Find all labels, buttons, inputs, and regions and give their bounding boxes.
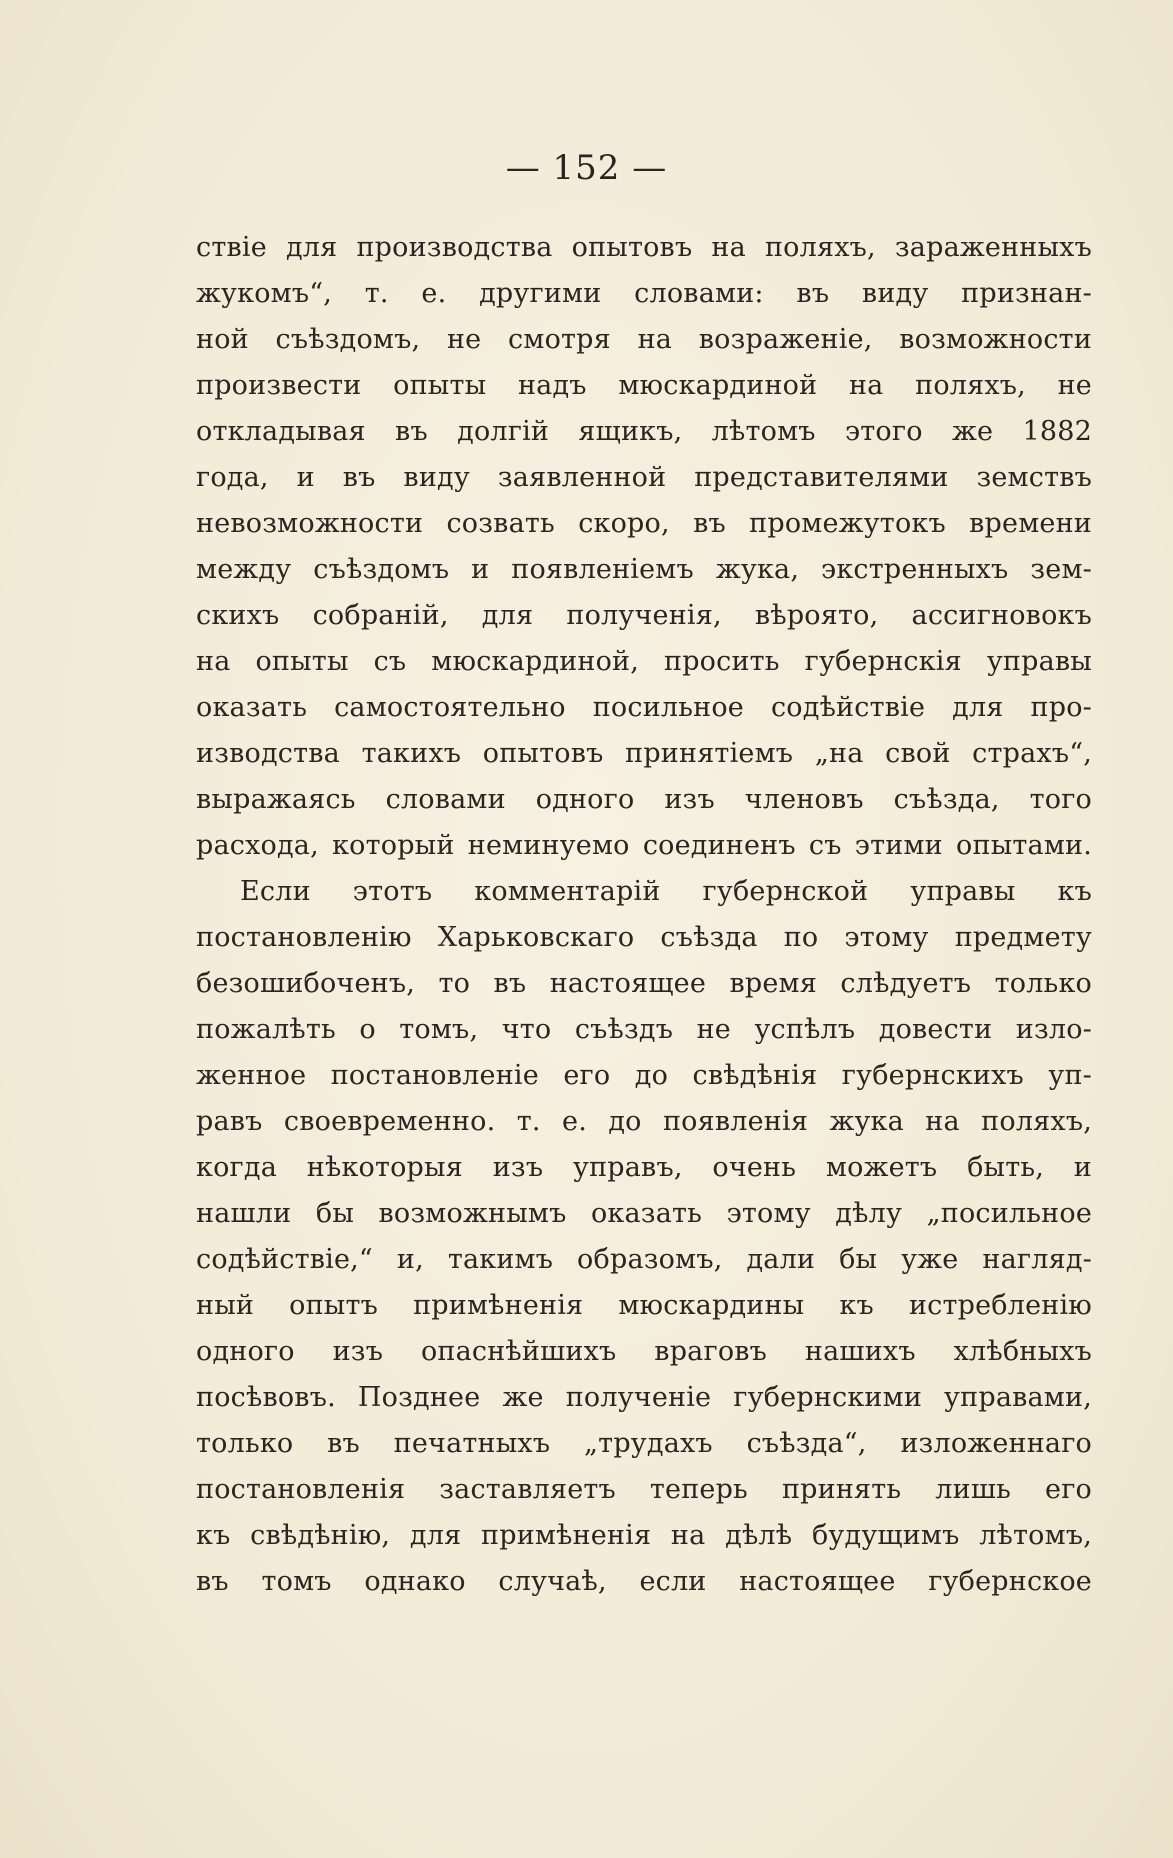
text-line: къ свѣдѣнію, для примѣненія на дѣлѣ будущимъ лѣтомъ,	[196, 1520, 1092, 1551]
text-line: одного изъ опаснѣйшихъ враговъ нашихъ хлѣбныхъ	[196, 1336, 1092, 1367]
text-line: произвести опыты надъ мюскардиной на поляхъ, не	[196, 370, 1092, 401]
text-line: когда нѣкоторыя изъ управъ, очень можетъ быть, и	[196, 1152, 1092, 1183]
text-line: пожалѣть о томъ, что съѣздъ не успѣлъ довести изло-	[196, 1014, 1092, 1045]
text-line: равъ своевременно. т. е. до появленія жука на поляхъ,	[196, 1106, 1092, 1137]
text-line: постановленія заставляетъ теперь принять лишь его	[196, 1474, 1092, 1505]
text-line: содѣйствіе,“ и, такимъ образомъ, дали бы уже нагляд-	[196, 1244, 1092, 1275]
text-line: изводства такихъ опытовъ принятіемъ „на свой страхъ“,	[196, 738, 1092, 769]
text-line: года, и въ виду заявленной представителями земствъ	[196, 462, 1092, 493]
text-line: безошибоченъ, то въ настоящее время слѣдуетъ только	[196, 968, 1092, 999]
text-line: женное постановленіе его до свѣдѣнія губернскихъ уп-	[196, 1060, 1092, 1091]
text-line: на опыты съ мюскардиной, просить губернскія управы	[196, 646, 1092, 677]
text-line: ствіе для производства опытовъ на поляхъ, зараженныхъ	[196, 232, 1092, 263]
text-line: ный опытъ примѣненія мюскардины къ истребленію	[196, 1290, 1092, 1321]
text-line: жукомъ“, т. е. другими словами: въ виду признан-	[196, 278, 1092, 309]
paragraph-start-line: Если этотъ комментарій губернской управы къ	[240, 876, 1092, 907]
text-line: откладывая въ долгій ящикъ, лѣтомъ этого же 1882	[196, 416, 1092, 447]
text-line: въ томъ однако случаѣ, если настоящее губернское	[196, 1566, 1092, 1597]
text-line: нашли бы возможнымъ оказать этому дѣлу „посильное	[196, 1198, 1092, 1229]
body-text	[196, 225, 1092, 1605]
text-line: ной съѣздомъ, не смотря на возраженіе, возможности	[196, 324, 1092, 355]
page-number: — 152 —	[505, 148, 668, 188]
text-line: постановленію Харьковскаго съѣзда по этому предмету	[196, 922, 1092, 953]
text-line: выражаясь словами одного изъ членовъ съѣзда, того	[196, 784, 1092, 815]
text-line: невозможности созвать скоро, въ промежутокъ времени	[196, 508, 1092, 539]
text-line: скихъ собраній, для полученія, вѣроято, ассигновокъ	[196, 600, 1092, 631]
text-line: расхода, который неминуемо соединенъ съ этими опытами.	[196, 830, 1092, 861]
text-line: оказать самостоятельно посильное содѣйствіе для про-	[196, 692, 1092, 723]
text-line: посѣвовъ. Позднее же полученіе губернскими управами,	[196, 1382, 1092, 1413]
text-line: между съѣздомъ и появленіемъ жука, экстренныхъ зем-	[196, 554, 1092, 585]
text-line: только въ печатныхъ „трудахъ съѣзда“, изложеннаго	[196, 1428, 1092, 1459]
